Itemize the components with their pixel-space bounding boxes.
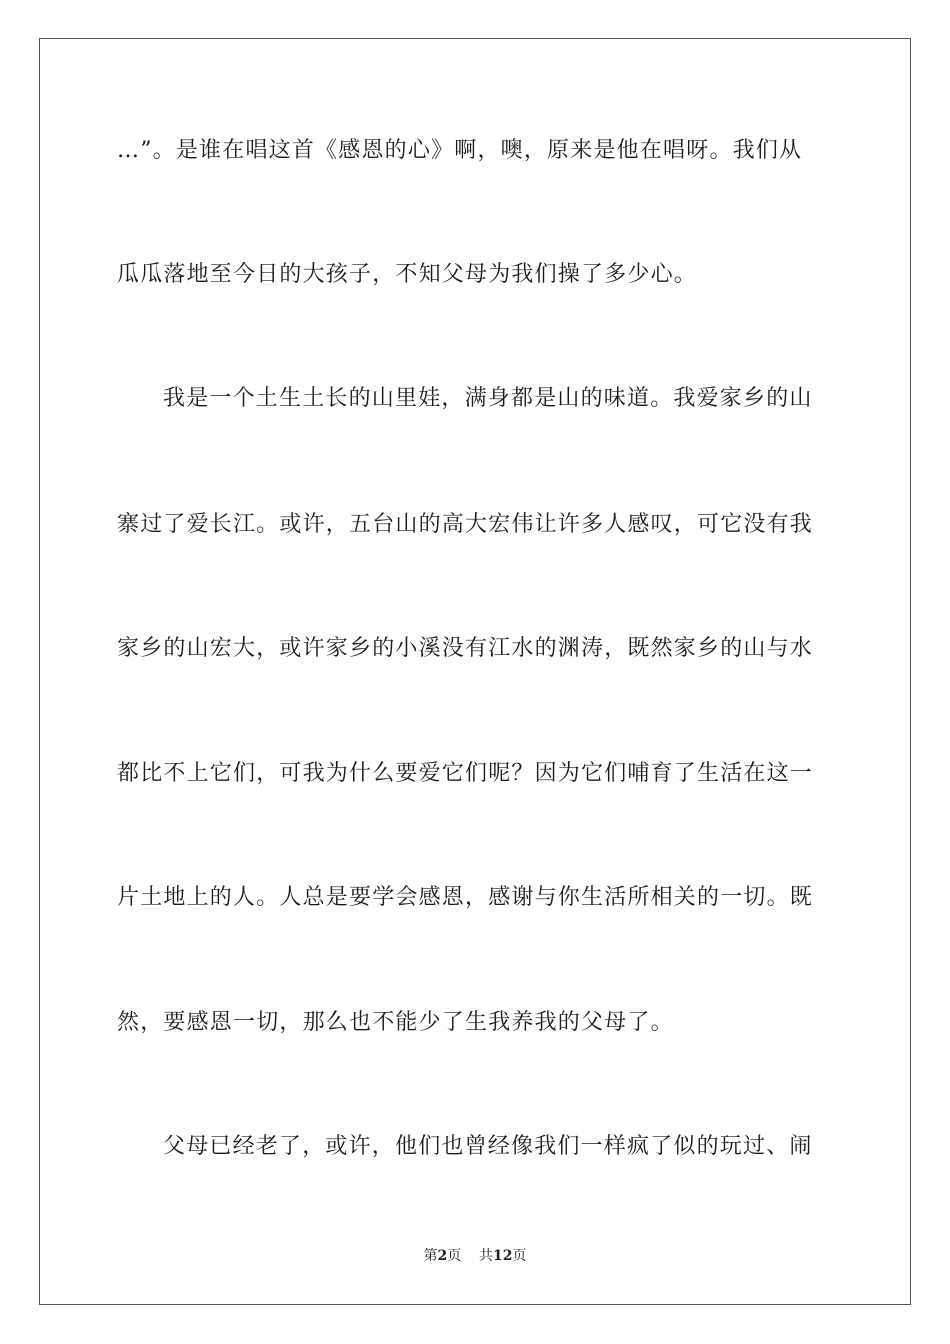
paragraph-line: 瓜瓜落地至今日的大孩子，不知父母为我们操了多少心。 [117,262,698,287]
paragraph-line: 我是一个土生土长的山里娃，满身都是山的味道。我爱家乡的山 [163,386,813,411]
paragraph-line: …”。是谁在唱这首《感恩的心》啊，噢，原来是他在唱呀。我们从 [117,138,803,163]
total-pages-indicator: 共12页 [479,1248,527,1264]
page-border [39,38,911,1305]
page-footer [0,1246,950,1266]
paragraph-line: 片土地上的人。人总是要学会感恩，感谢与你生活所相关的一切。既 [117,885,814,910]
paragraph-line: 家乡的山宏大，或许家乡的小溪没有江水的渊涛，既然家乡的山与水 [117,636,814,661]
paragraph-line: 寨过了爱长江。或许，五台山的高大宏伟让许多人感叹，可它没有我 [117,512,814,537]
page-indicator: 第2页 [423,1248,462,1264]
paragraph-line: 父母已经老了，或许，他们也曾经像我们一样疯了似的玩过、闹 [163,1134,813,1159]
paragraph-line: 然，要感恩一切，那么也不能少了生我养我的父母了。 [117,1010,674,1035]
paragraph-line: 都比不上它们，可我为什么要爱它们呢？因为它们哺育了生活在这一 [117,761,814,786]
